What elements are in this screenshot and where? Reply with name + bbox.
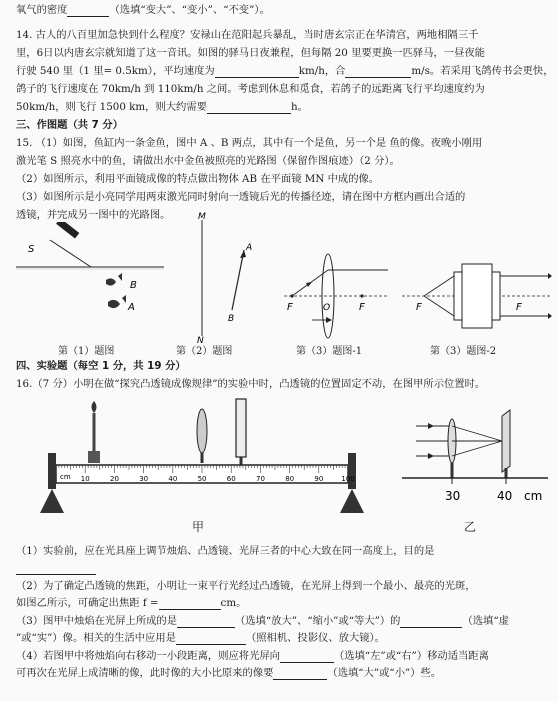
answer-blank[interactable] bbox=[273, 669, 327, 680]
answer-blank[interactable] bbox=[159, 599, 221, 610]
answer-blank[interactable] bbox=[280, 652, 334, 663]
ruler-label: 50 bbox=[197, 475, 207, 483]
q16-4-line-2: 可再次在光屏上成清晰的像，此时像的大小比原来的像要 （选填“大”或“小”）些。 bbox=[16, 667, 442, 679]
q15-line-5: 透镜，并完成另一图中的光路图。 bbox=[16, 209, 171, 221]
q16-intro: 16.（7 分）小明在做“探究凸透镜成像规律”的实验中时，凸透镜的位置固定不动，在图甲所示位置时。 bbox=[16, 378, 486, 390]
section-title-drawing: 三、作图题（共 7 分） bbox=[16, 119, 124, 131]
ruler-label: 100 bbox=[341, 475, 355, 483]
answer-blank[interactable] bbox=[215, 67, 299, 78]
label-B: B bbox=[130, 280, 137, 291]
figure-plane-mirror bbox=[180, 210, 270, 345]
answer-blank[interactable] bbox=[207, 103, 291, 114]
label-F-right: F bbox=[516, 302, 522, 313]
label-S: S bbox=[28, 244, 35, 255]
tick-40: 40 bbox=[497, 489, 513, 503]
q16-1-line-1: （1）实验前，应在光具座上调节烛焰、凸透镜、光屏三者的中心大致在同一高度上，目的是 bbox=[16, 545, 435, 557]
caption-figure-2: 第（2）题图 bbox=[176, 346, 233, 357]
q16-2-line-2: 如图乙所示，可确定出焦距 f = cm。 bbox=[16, 597, 247, 609]
q16-2-line-1: （2）为了确定凸透镜的焦距，小明让一束平行光经过凸透镜，在光屏上得到一个最小、最亮的光斑， bbox=[16, 580, 476, 592]
q15-line-4: （3）如图所示是小亮同学用两束激光同时射向一透镜后光的传播径迹，请在图中方框内画出合适的 bbox=[16, 191, 466, 203]
tick-30: 30 bbox=[445, 489, 461, 503]
ruler-label: 70 bbox=[256, 475, 265, 483]
q14-line-5: 50km/h，则飞行 1500 km，则大约需要 h。 bbox=[16, 101, 308, 113]
label-F-left: F bbox=[287, 302, 293, 313]
q14-line-3: 行驶 540 里（1 里= 0.5km），平均速度为 km/h，合 m/s。若采用飞鸽传书会更快， bbox=[16, 65, 554, 77]
q15-line-2: 激光笔 S 照亮水中的鱼，请做出水中金鱼被照亮的光路图（保留作图痕迹）（2 分）。 bbox=[16, 155, 400, 167]
label-F-left: F bbox=[416, 302, 422, 313]
focus-unit: cm bbox=[524, 489, 543, 503]
caption-figure-3-2: 第（3）题图-2 bbox=[430, 346, 497, 357]
ruler-label: 30 bbox=[139, 475, 149, 483]
caption-figure-1: 第（1）题图 bbox=[58, 346, 115, 357]
label-M: M bbox=[198, 212, 206, 222]
label-N: N bbox=[197, 336, 204, 345]
q16-3-line-1: （3）图甲中烛焰在光屏上所成的是 （选填“放大”、“缩小”或“等大”）的 （选填“虚 bbox=[16, 615, 509, 627]
q16-1-line-2 bbox=[16, 562, 96, 575]
label-A: A bbox=[246, 243, 253, 253]
label-jia: 甲 bbox=[192, 520, 205, 534]
answer-blank[interactable] bbox=[400, 617, 462, 628]
figure-optical-bench bbox=[22, 393, 380, 518]
figure-fish-tank bbox=[16, 222, 166, 340]
ruler-label: 90 bbox=[314, 475, 324, 483]
figure-lens-box bbox=[402, 258, 552, 340]
label-F-right: F bbox=[359, 302, 365, 313]
label-B: B bbox=[228, 314, 235, 324]
line-density: 氧气的密度 （选填“变大”、“变小”、“不变”）。 bbox=[16, 4, 270, 16]
bench-unit: cm bbox=[60, 473, 71, 481]
q14-line-4: 鸽子的飞行速度在 70km/h 到 110km/h 之间。考虑到休息和觅食，若鸽子的远距离飞行平均速度约为 bbox=[16, 83, 485, 95]
figure-focal-length bbox=[398, 396, 553, 521]
q14-line-2: 里，6日以内唐玄宗就知道了这一音讯。如图的驿马日夜兼程，但每隔 20 里要更换一匹驿马，一昼夜能 bbox=[16, 47, 485, 59]
q16-4-line-1: （4）若图甲中将烛焰向右移动一小段距离，则应将光屏向 （选填“左”或“右”）移动适当距离 bbox=[16, 650, 489, 662]
label-yi: 乙 bbox=[464, 520, 477, 534]
q15-line-1: 15. （1）如图，鱼缸内一条金鱼，图中 A 、B 两点，其中有一个是鱼，另一个是 鱼的像。夜晚小刚用 bbox=[16, 137, 483, 149]
answer-blank[interactable] bbox=[67, 6, 109, 17]
q15-line-3: （2）如图所示，利用平面镜成像的特点做出物体 AB 在平面镜 MN 中成的像。 bbox=[16, 173, 380, 185]
section-title-experiment: 四、实验题（每空 1 分，共 19 分） bbox=[16, 360, 186, 372]
answer-blank[interactable] bbox=[345, 67, 411, 78]
label-O: O bbox=[323, 303, 331, 313]
figure-convex-lens bbox=[282, 248, 390, 340]
ruler-label: 80 bbox=[285, 475, 295, 483]
q16-3-line-2: ”或“实”）像。相关的生活中应用是 （照相机、投影仪、放大镜）。 bbox=[16, 632, 385, 644]
ruler-label: 10 bbox=[80, 475, 90, 483]
q14-line-1: 14. 古人的八百里加急快到什么程度？安禄山在范阳起兵暴乱，当时唐玄宗正在华清宫，两地相隔三千 bbox=[16, 29, 479, 41]
ruler-label: 60 bbox=[226, 475, 236, 483]
ruler-label: 20 bbox=[110, 475, 119, 483]
answer-blank[interactable] bbox=[176, 634, 246, 645]
label-A: A bbox=[128, 302, 135, 313]
ruler-label: 40 bbox=[168, 475, 178, 483]
caption-figure-3-1: 第（3）题图-1 bbox=[296, 346, 363, 357]
answer-blank[interactable] bbox=[177, 617, 235, 628]
answer-blank[interactable] bbox=[16, 564, 96, 575]
